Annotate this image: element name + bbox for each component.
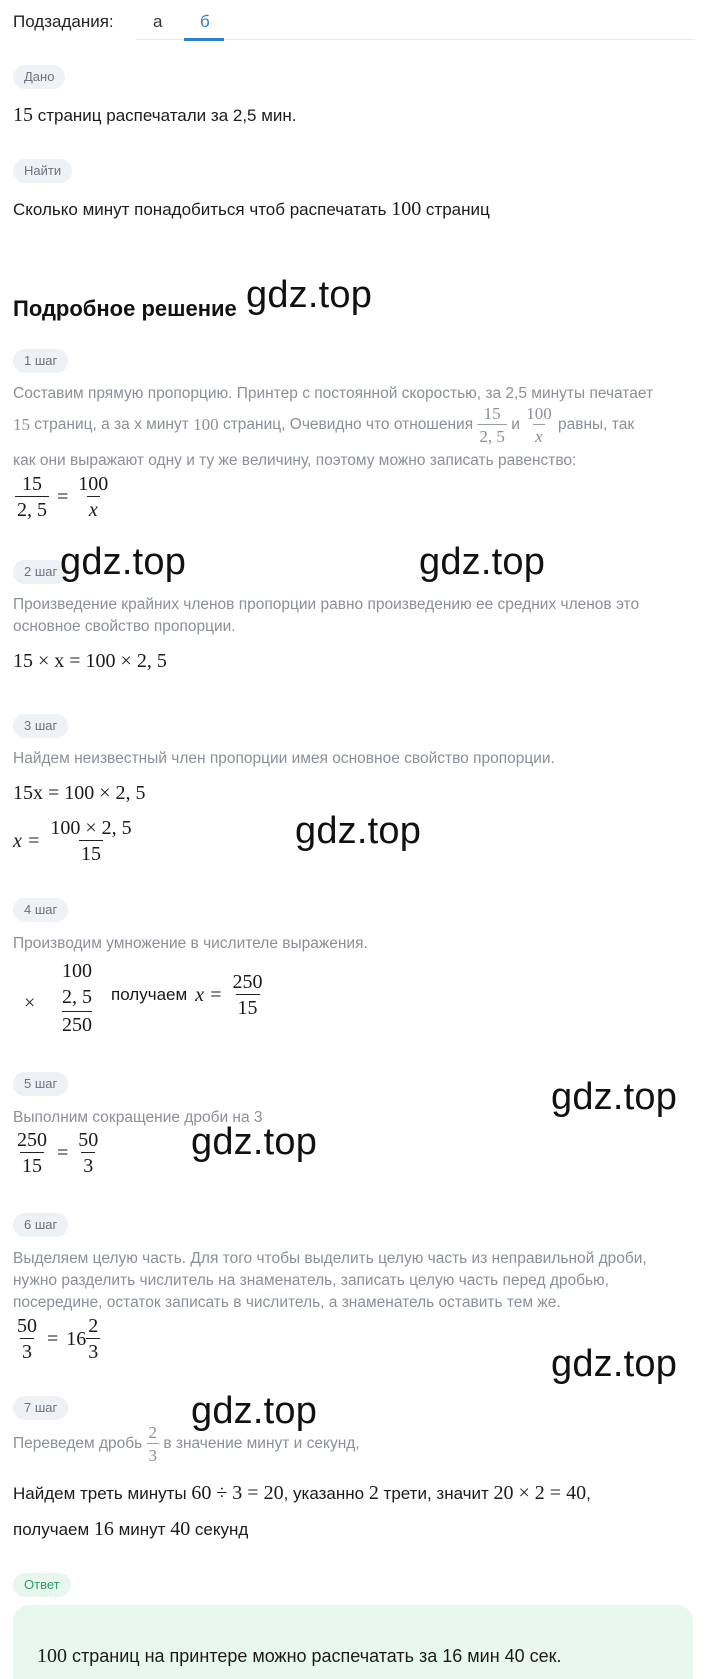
watermark: gdz.top [60,541,187,583]
solution-heading: Подробное решение [13,296,237,321]
step-6-badge: 6 шаг [13,1213,68,1237]
answer-box [13,1605,693,1679]
step-2-line-1: Произведение крайних членов пропорции равно произведению ее средних членов это [13,596,640,613]
step-6-line-1: Выделяем целую часть. Для того чтобы выделить целую часть из неправильной дроби, [13,1250,647,1267]
step-7-line-2: Найдем треть минуты 60 ÷ 3 = 20, указанно 2 трети, значит 20 × 2 = 40, [13,1482,591,1504]
step-3-badge: 3 шаг [13,714,68,738]
step-1-equation: $\frac{15}{2, 5}$ = $\frac{100}{x}$ [17,473,109,521]
step-5-equation: $\frac{250}{15}$ = $\frac{50}{3}$ [17,1129,99,1177]
step-1-line-2: 15 страниц, а за х минут 100 страниц, Очевидно что отношения $\frac{15}{2, 5}$ и $\frac{100}{x}$ равны, так [13,404,635,446]
tab-a[interactable]: а [153,12,163,31]
step-5-badge: 5 шаг [13,1072,68,1096]
given-text: 15 страниц распечатали за 2,5 мин. [13,104,297,126]
watermark: gdz.top [191,1121,318,1163]
step-6-line-3: посередине, остаток записать в числитель, а знаменатель оставить тем же. [13,1294,561,1311]
subtasks-tabs [13,8,695,40]
find-text: Сколько минут понадобиться чтоб распечатать 100 страниц [13,198,490,220]
watermark: gdz.top [551,1343,678,1385]
step-3-line-1: Найдем неизвестный член пропорции имея основное свойство пропорции. [13,750,555,767]
tab-b[interactable]: б [200,12,210,31]
step-2-badge: 2 шаг [13,560,68,584]
step-6-equation: $\frac{50}{3}$ = 16 $\frac{2}{3}$ [17,1315,99,1363]
watermark: gdz.top [191,1390,318,1432]
step-5-line-1: Выполним сокращение дроби на 3 [13,1109,263,1126]
tab-active-indicator [184,38,224,41]
step-6-line-2: нужно разделить числитель на знаменатель, записать целую часть перед дробью, [13,1272,609,1289]
ratio-fraction-2: $\frac{100}{x}$ [526,404,552,446]
step-4-line-1: Производим умножение в числителе выражения. [13,935,368,952]
find-badge: Найти [13,159,72,183]
watermark: gdz.top [551,1076,678,1118]
given-badge: Дано [13,65,65,89]
step-4-result: получаем x = $\frac{250}{15}$ [111,971,263,1019]
step-3-equation-2: x = $\frac{100 \times 2, 5}{15}$ [13,817,132,865]
watermark: gdz.top [295,810,422,852]
watermark: gdz.top [419,541,546,583]
step-2-equation: 15 × x = 100 × 2, 5 [13,650,167,672]
watermark: gdz.top [246,274,373,316]
step-2-line-2: основное свойство пропорции. [13,618,236,635]
step-4-badge: 4 шаг [13,898,68,922]
step-7-fraction: $\frac{2}{3}$ [148,1423,158,1465]
answer-text: 100 страниц на принтере можно распечатать за 16 мин 40 сек. [37,1645,562,1667]
answer-badge: Ответ [13,1573,71,1597]
step-7-line-1: Переведем дробь $\frac{2}{3}$ в значение минут и секунд, [13,1423,360,1465]
column-multiplication: × 100 2, 5 250 [24,960,92,1036]
step-1-badge: 1 шаг [13,349,68,373]
step-7-badge: 7 шаг [13,1396,68,1420]
step-3-equation-1: 15x = 100 × 2, 5 [13,782,146,804]
step-1-line-3: как они выражают одну и ту же величину, поэтому можно записать равенство: [13,452,577,469]
ratio-fraction-1: $\frac{15}{2, 5}$ [479,404,505,446]
step-1-line-1: Составим прямую пропорцию. Принтер с постоянной скоростью, за 2,5 минуты печатает [13,385,654,402]
subtasks-label: Подзадания: [13,12,114,31]
step-7-line-3: получаем 16 минут 40 секунд [13,1518,249,1540]
